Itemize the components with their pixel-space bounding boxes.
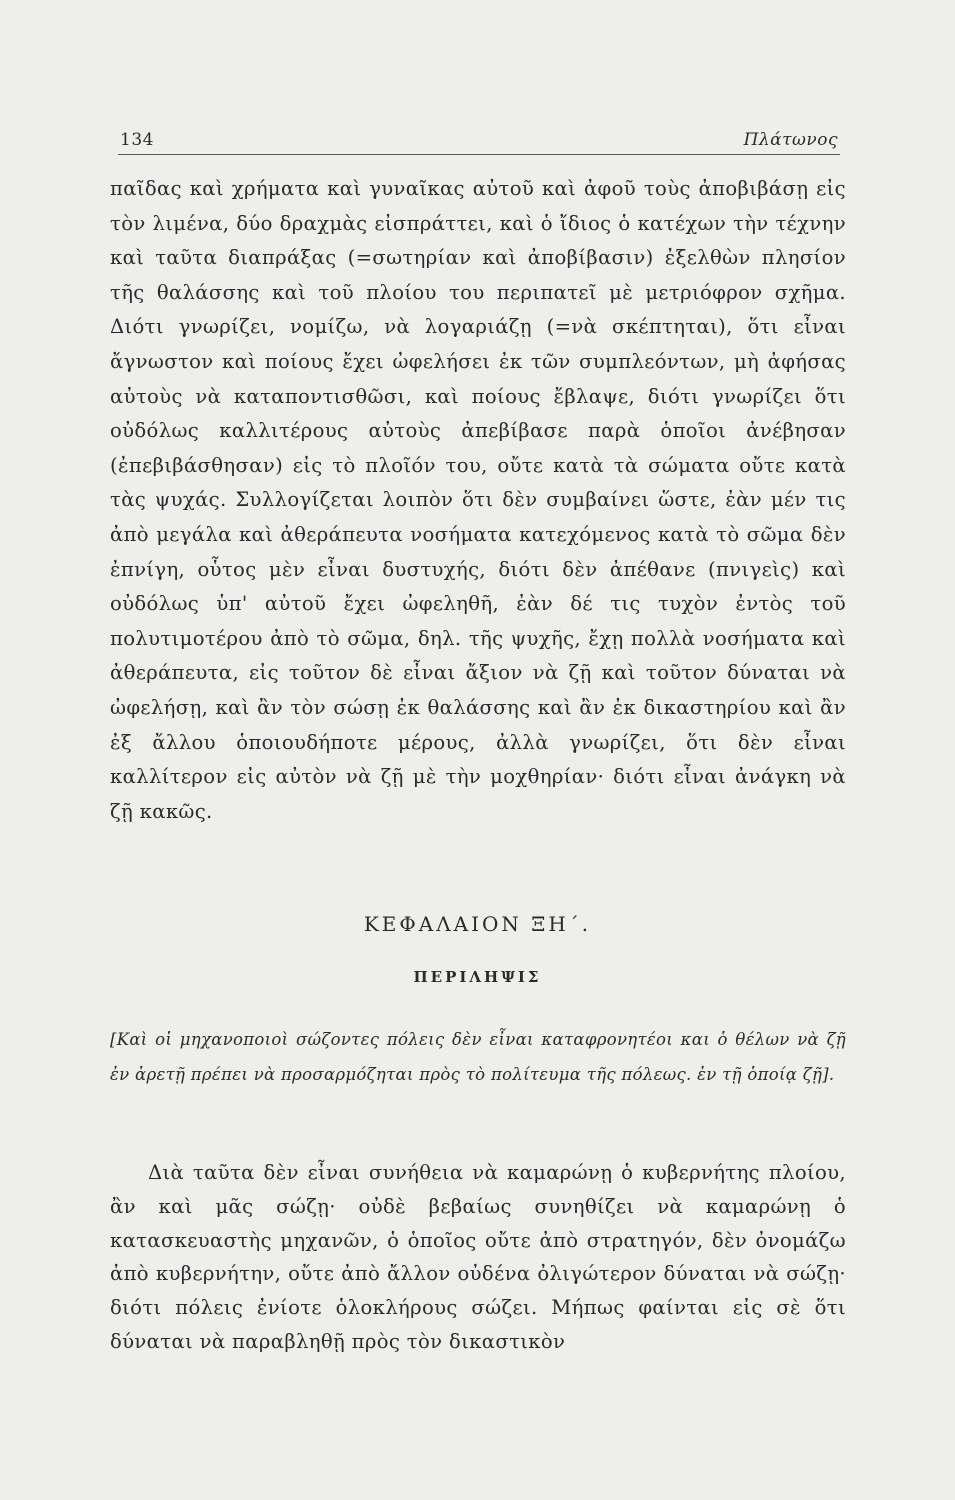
chapter-opening-paragraph: Διὰ ταῦτα δὲν εἶναι συνήθεια νὰ καμαρώνῃ ὁ κυβερνήτης πλοίου, ἂν καὶ μᾶς σώζῃ· οὐδὲ βεβαίως συνηθίζει νὰ καμαρώνῃ ὁ κατασκευαστὴς μηχανῶν, ὁ ὁποῖος οὔτε ἀπὸ στρατηγόν, δὲν ὀνομάζω ἀπὸ κυβερνήτην, οὔτε ἀπὸ ἄλλον οὐδένα ὀλιγώτερον δύναται νὰ σώζῃ· διότι πόλεις ἐνίοτε ὁλοκλήρους σώζει. Μήπως φαίνται εἰς σὲ ὅτι δύναται νὰ παραβληθῇ πρὸς τὸν δικαστικὸν [110,1161,846,1353]
page-header [118,128,840,155]
chapter-text-block [110,1156,846,1359]
main-text-block [110,172,846,829]
paragraph-continuation: παῖδας καὶ χρήματα καὶ γυναῖκας αὐτοῦ καὶ ἀφοῦ τοὺς ἀποβιβάσῃ εἰς τὸν λιμένα, δύο δραχμὰς εἰσπράττει, καὶ ὁ ἴδιος ὁ κατέχων τὴν τέχνην καὶ ταῦτα διαπράξας (=σωτηρίαν καὶ ἀποβίβασιν) ἐξελθὼν πλησίον τῆς θαλάσσης καὶ τοῦ πλοίου του περιπατεῖ μὲ μετριόφρον σχῆμα. Διότι γνωρίζει, νομίζω, νὰ λογαριάζῃ (=νὰ σκέπτηται), ὅτι εἶναι ἄγνωστον καὶ ποίους ἔχει ὠφελήσει ἐκ τῶν συμπλεόντων, μὴ ἀφήσας αὐτοὺς νὰ καταποντισθῶσι, καὶ ποίους ἔβλαψε, διότι γνωρίζει ὅτι οὐδόλως καλλιτέρους αὐτοὺς ἀπεβίβασε παρὰ ὁποῖοι ἀνέβησαν (ἐπεβιβάσθησαν) εἰς τὸ πλοῖόν του, οὔτε κατὰ τὰ σώματα οὔτε κατὰ τὰς ψυχάς. Συλλογίζεται λοιπὸν ὅτι δὲν συμβαίνει ὥστε, ἐὰν μέν τις ἀπὸ μεγάλα καὶ ἀθεράπευτα νοσήματα κατεχόμενος κατὰ τὸ σῶμα δὲν ἐπνίγη, οὗτος μὲν εἶναι δυστυχής, διότι δὲν ἀπέθανε (πνιγεὶς) καὶ οὐδόλως ὑπ' αὐτοῦ ἔχει ὠφεληθῆ, ἐὰν δέ τις τυχὸν ἐντὸς τοῦ πολυτιμοτέρου ἀπὸ τὸ σῶμα, δηλ. τῆς ψυχῆς, ἔχῃ πολλὰ νοσήματα καὶ ἀθεράπευτα, εἰς τοῦτον δὲ εἶναι ἄξιον νὰ ζῇ καὶ τοῦτον δύναται νὰ ὠφελήσῃ, καὶ ἂν τὸν σώσῃ ἐκ θαλάσσης καὶ ἂν ἐκ δικαστηρίου καὶ ἂν ἐξ ἄλλου ὁποιουδήποτε μέρους, ἀλλὰ γνωρίζει, ὅτι δὲν εἶναι καλλίτερον εἰς αὐτὸν νὰ ζῇ μὲ τὴν μοχθηρίαν· διότι εἶναι ἀνάγκη νὰ ζῇ κακῶς. [110,177,846,823]
chapter-summary [110,1022,846,1092]
running-title: Πλάτωνος [743,130,838,150]
page-number: 134 [120,130,154,150]
summary-heading: ΠΕΡΙΛΗΨΙΣ [413,968,542,986]
summary-text: [Καὶ οἱ μηχανοποιοὶ σώζοντες πόλεις δὲν εἶναι καταφρονητέοι και ὁ θέλων νὰ ζῇ ἐν ἀρετῇ πρέπει νὰ προσαρμόζηται πρὸς τὸ πολίτευμα τῆς πόλεως. ἐν τῇ ὁποίᾳ ζῇ]. [110,1030,846,1084]
chapter-heading: ΚΕΦΑΛΑΙΟΝ ΞΗ΄. [363,912,592,936]
